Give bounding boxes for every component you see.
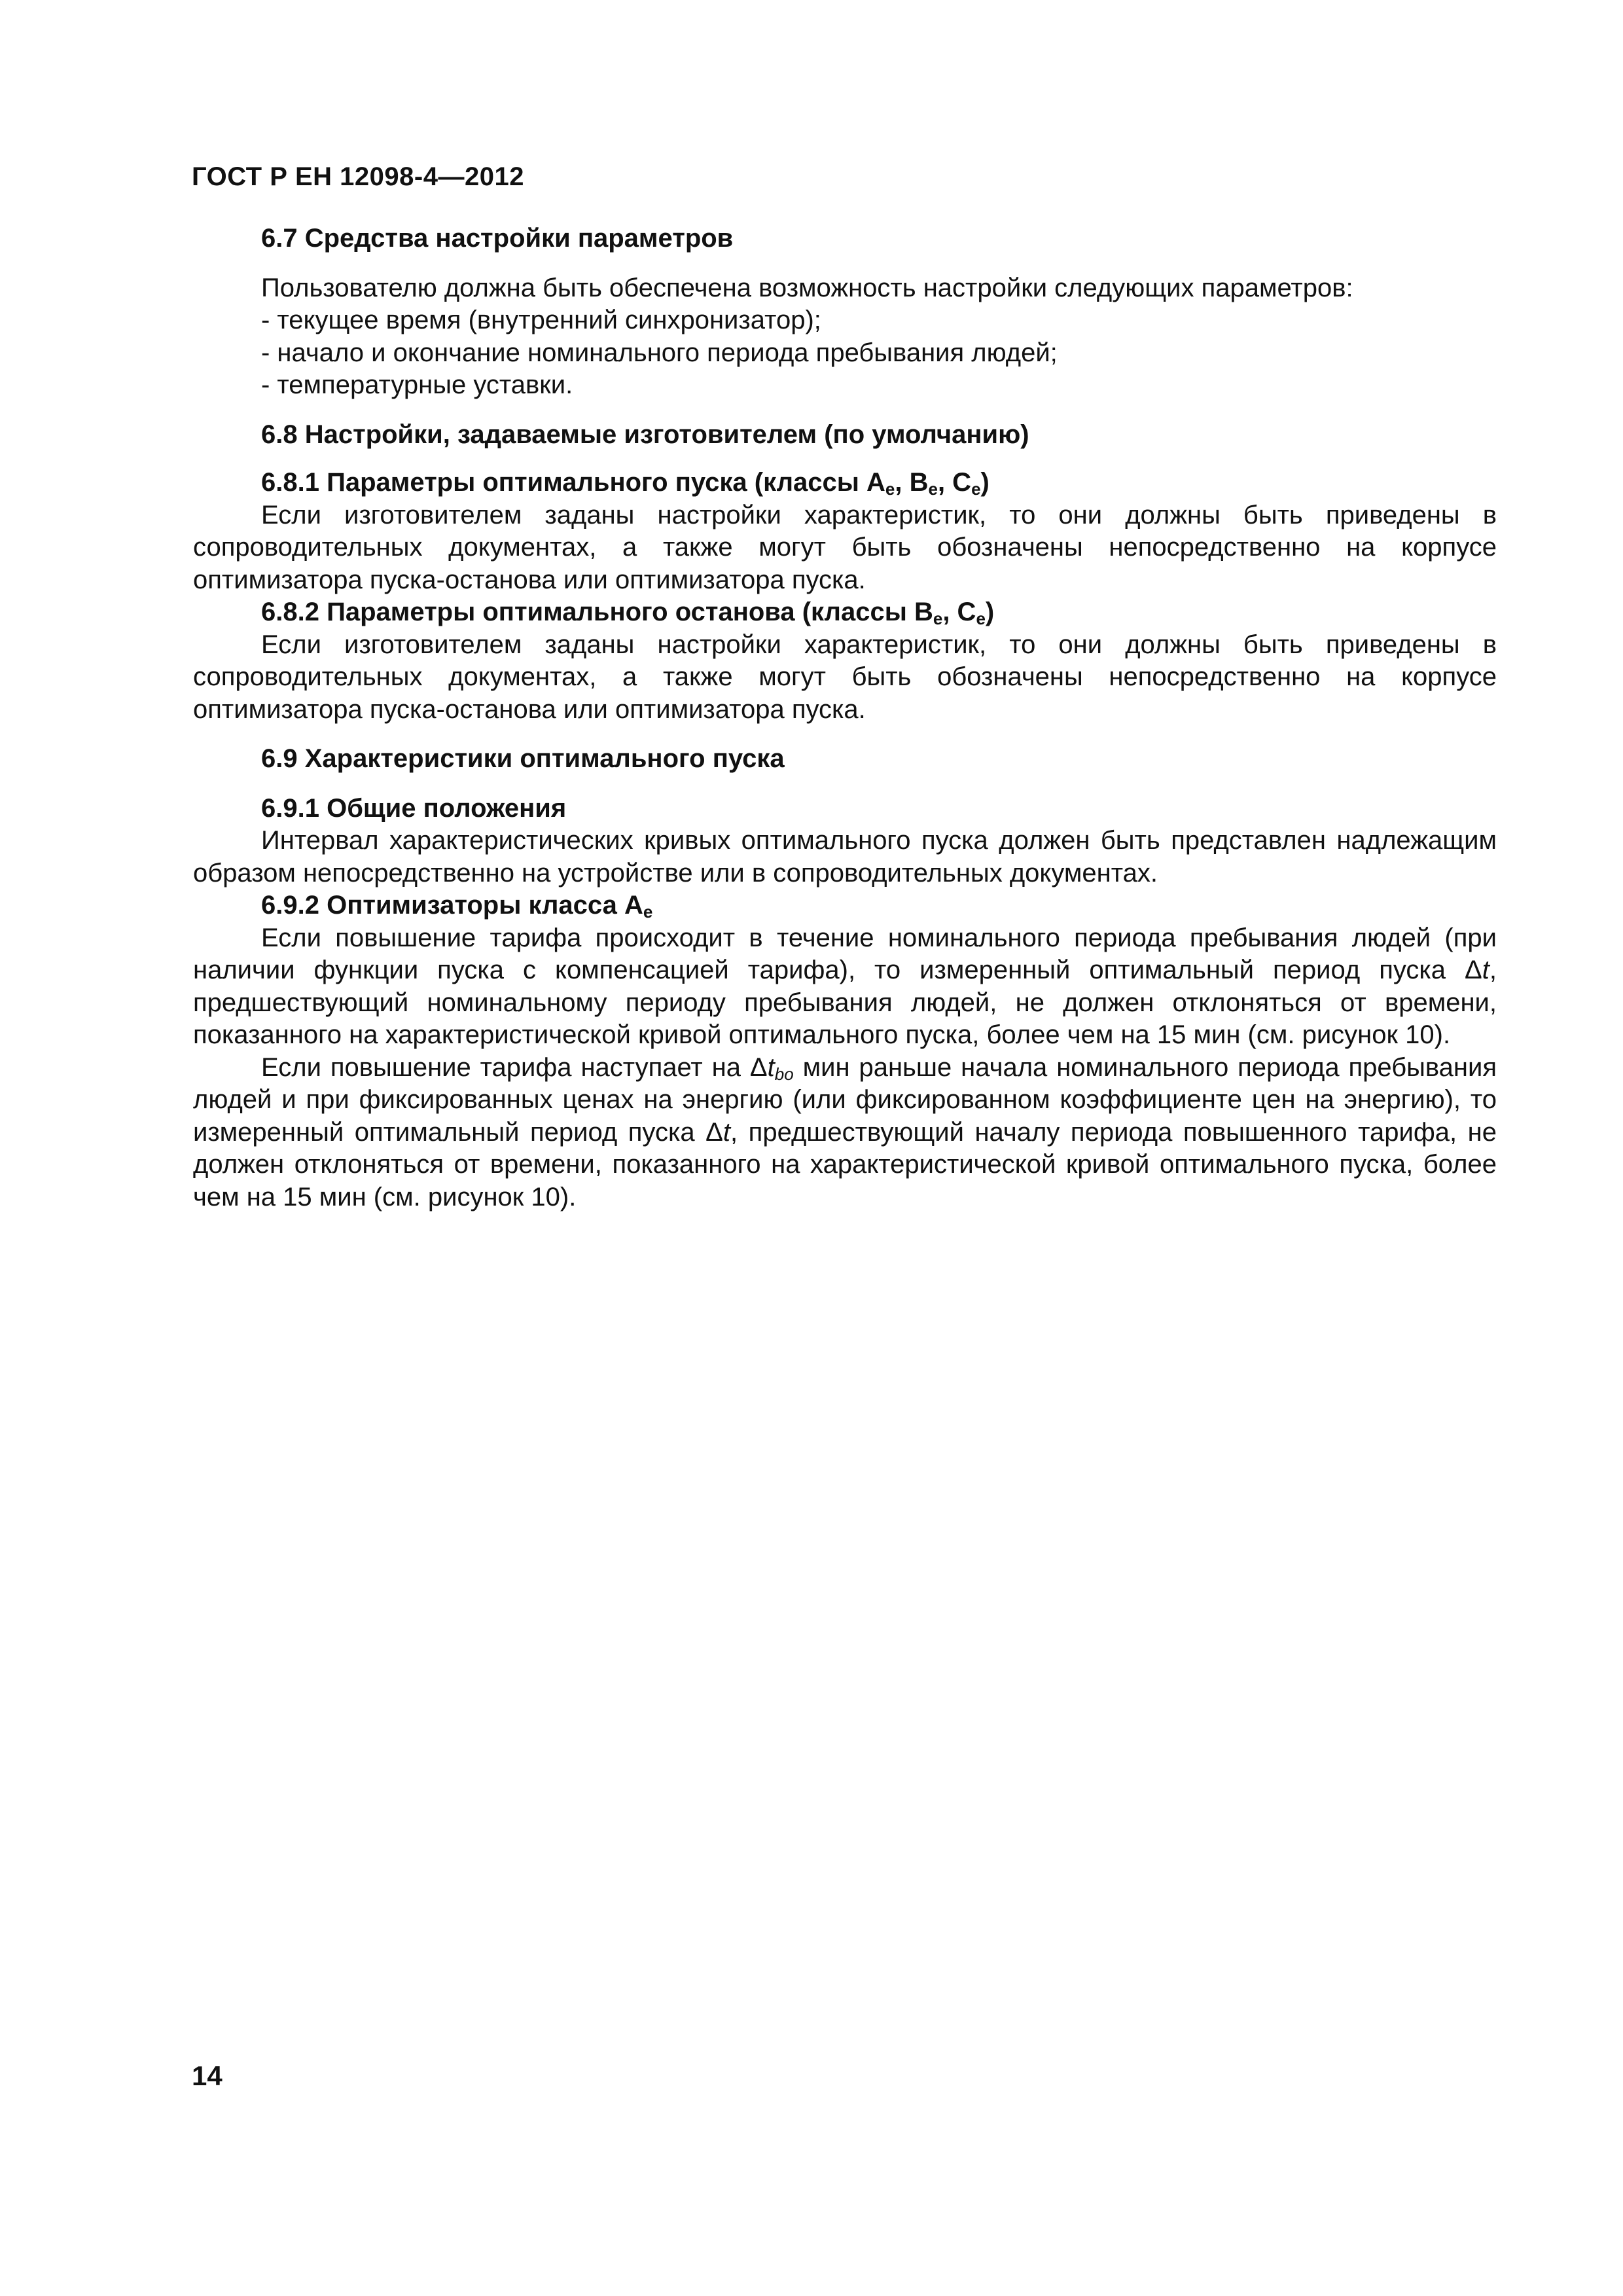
- section-6-7-intro: Пользователю должна быть обеспечена возможность настройки следующих параметров:: [261, 273, 1353, 302]
- section-6-9-1-text: Интервал характеристических кривых оптимального пуска должен быть представлен надлежащим образом непосредственно на устройстве или в сопроводительных документах.: [193, 826, 1497, 888]
- list-item: - начало и окончание номинального периода пребывания людей;: [261, 338, 1058, 367]
- section-6-8-1-text: Если изготовителем заданы настройки характеристик, то они должны быть приведены в сопроводительных документах, а также могут быть обозначены непосредственно на корпусе оптимизатора пуска-останова или оптимизатора пуска.: [193, 500, 1497, 594]
- section-6-9-1-title: 6.9.1 Общие положения: [261, 793, 567, 823]
- section-6-8-2-text: Если изготовителем заданы настройки характеристик, то они должны быть приведены в сопроводительных документах, а также могут быть обозначены непосредственно на корпусе оптимизатора пуска-останова или оптимизатора пуска.: [193, 630, 1497, 724]
- section-6-8-1-title: 6.8.1 Параметры оптимального пуска (классы $A_e$, $B_e$, $C_e$): [261, 468, 990, 499]
- list-item: - текущее время (внутренний синхронизатор);: [261, 306, 821, 334]
- document-body: [193, 223, 1497, 1213]
- document-code-header: ГОСТ Р ЕН 12098-4—2012: [192, 162, 524, 191]
- page-number: 14: [192, 2060, 223, 2091]
- section-6-9-2-para-1: Если повышение тарифа происходит в течение номинального периода пребывания людей (при наличии функции пуска с компенсацией тарифа), то измеренный оптимальный период пуска Δt, предшествующий номинальному периоду пребывания людей, не должен отклоняться от времени, показанного на характеристической кривой оптимального пуска, более чем на 15 мин (см. рисунок 10).: [193, 923, 1497, 1049]
- section-6-9-2-para-2: Если повышение тарифа наступает на $\Delta t_{bo}$ мин раньше начала номинального периода пребывания людей и при фиксированных ценах на энергию (или фиксированном коэффициенте цен на энергию), то измеренный оптимальный период пуска Δt, предшествующий началу периода повышенного тарифа, не должен отклоняться от времени, показанного на характеристической кривой оптимального пуска, более чем на 15 мин (см. рисунок 10).: [193, 1052, 1497, 1211]
- section-6-7-body: [193, 272, 1497, 402]
- section-6-9-2-title: 6.9.2 Оптимизаторы класса $A_e$: [261, 891, 653, 922]
- list-item: - температурные уставки.: [261, 370, 573, 399]
- section-6-9-title: 6.9 Характеристики оптимального пуска: [261, 744, 785, 773]
- section-6-8-2-title: 6.8.2 Параметры оптимального останова (классы $B_e$, $C_e$): [261, 598, 995, 628]
- section-6-7-title: 6.7 Средства настройки параметров: [261, 224, 734, 253]
- section-6-8-title: 6.8 Настройки, задаваемые изготовителем (по умолчанию): [261, 420, 1029, 449]
